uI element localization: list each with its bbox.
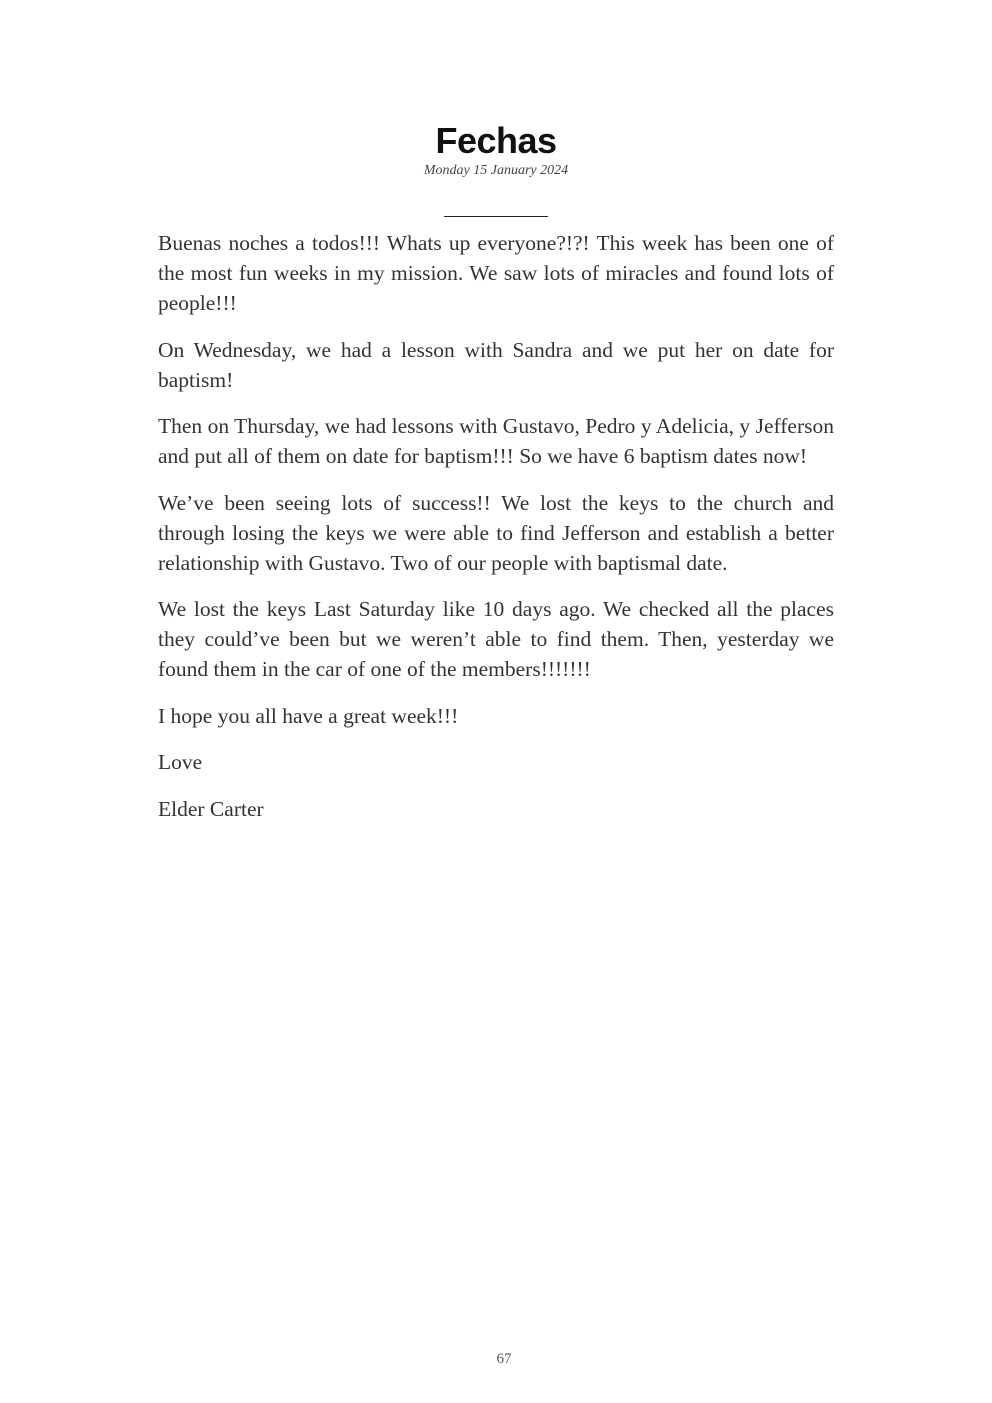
paragraph: We’ve been seeing lots of success!! We lost the keys to the church and through losing the keys we were able to find Jefferson and establish a better relationship with Gustavo. Two of our people with baptismal date. [158, 490, 834, 575]
paragraph: On Wednesday, we had a lesson with Sandra and we put her on date for baptism! [158, 337, 834, 392]
paragraph: Buenas noches a todos!!! Whats up everyone?!?! This week has been one of the most fun weeks in my mission. We saw lots of miracles and found lots of people!!! [158, 231, 834, 315]
letter-body [158, 228, 834, 840]
title-divider [444, 216, 548, 217]
paragraph: We lost the keys Last Saturday like 10 days ago. We checked all the places they could’ve been but we weren’t able to find them. Then, yesterday we found them in the car of one of the members!!!!!!! [158, 597, 834, 681]
page-title: Fechas [435, 120, 557, 161]
page-number: 67 [496, 1351, 512, 1367]
post-date: Monday 15 January 2024 [423, 163, 569, 178]
signature: Elder Carter [158, 796, 264, 821]
closing: Love [158, 750, 203, 774]
paragraph: I hope you all have a great week!!! [158, 703, 459, 728]
paragraph: Then on Thursday, we had lessons with Gustavo, Pedro y Adelicia, y Jefferson and put all of them on date for baptism!!! So we have 6 baptism dates now! [158, 414, 834, 468]
